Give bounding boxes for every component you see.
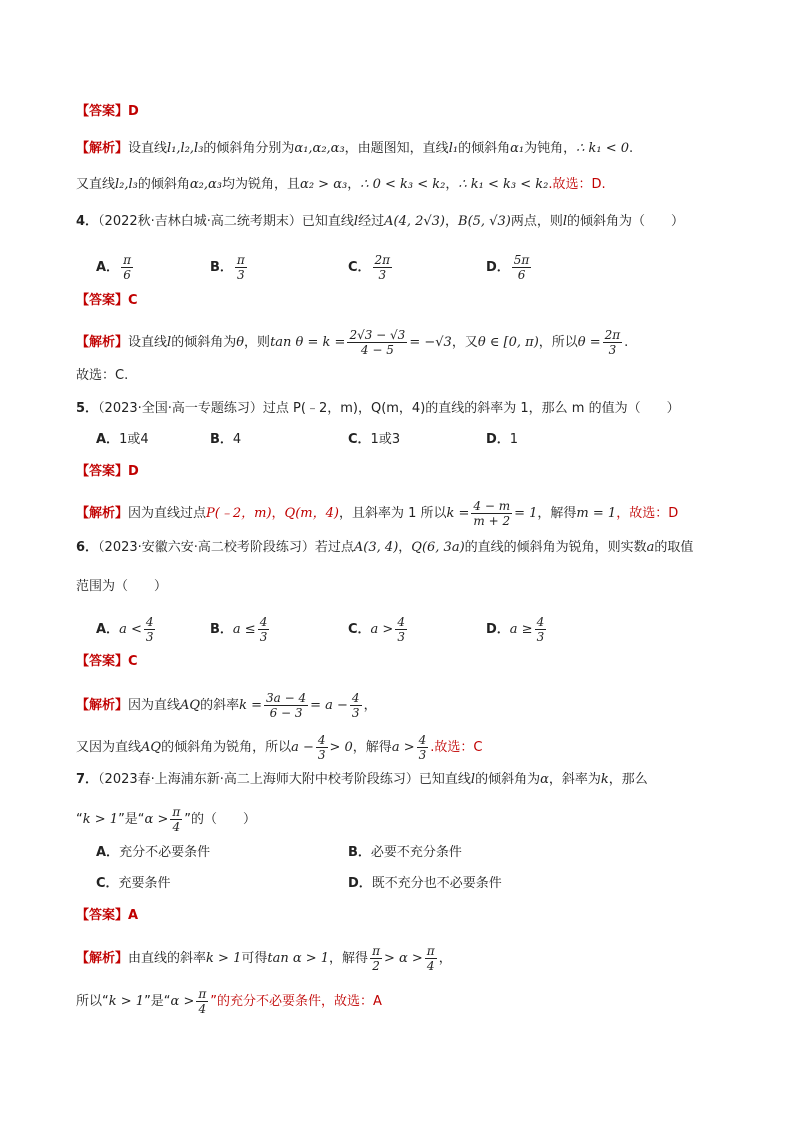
option-fraction: [144, 615, 156, 644]
math-mid: > α >: [383, 951, 423, 966]
option-label: A．: [96, 260, 120, 275]
frac-num: 2π: [374, 253, 391, 267]
frac-num: 2π: [604, 328, 621, 342]
option-label: B．: [348, 845, 371, 860]
answer-value: D: [128, 464, 139, 479]
math-acond: α >: [170, 994, 195, 1009]
question-text: “: [76, 812, 83, 827]
analysis-text: ，则: [244, 335, 271, 350]
option-label: C．: [348, 260, 371, 275]
frac-num: 5π: [513, 253, 530, 267]
option-relation: a ≤: [232, 622, 256, 637]
question-text: 的直线的倾斜角为锐角，则实数: [464, 540, 647, 555]
analysis-text: 的倾斜角分别为: [203, 141, 295, 156]
analysis-line-prev-2: [76, 175, 606, 195]
analysis-text: 因为直线: [128, 698, 181, 713]
analysis-text: 又因为直线: [76, 740, 142, 755]
math-fraction: [425, 944, 437, 973]
analysis-text: ，由题图知，直线: [344, 141, 449, 156]
question-text: 范围为（ ）: [76, 579, 168, 594]
analysis-text: ，且斜率为 1 所以: [338, 506, 447, 521]
analysis-text: 的倾斜角: [137, 177, 190, 192]
analysis-text: 故选：C.: [76, 368, 129, 383]
math-fraction: [471, 499, 512, 528]
analysis-text: 又直线: [76, 177, 116, 192]
frac-den: 2: [372, 959, 380, 973]
question-text: 经过: [358, 214, 385, 229]
answer-tag: 【答案】: [76, 293, 129, 308]
answer-tag: 【答案】: [76, 104, 129, 119]
math-l: l: [562, 214, 568, 229]
frac-num: 4: [317, 733, 326, 747]
math-l: l: [353, 214, 359, 229]
q6-answer: [76, 652, 138, 672]
math-kcond: k > 1: [108, 994, 145, 1009]
analysis-text: 均为锐角，且: [222, 177, 301, 192]
math-point-p: P(﹣2，m): [206, 506, 272, 521]
q6-option-d[interactable]: [486, 615, 548, 644]
question-text: 的倾斜角为: [475, 772, 541, 787]
math-angles: α₁,α₂,α₃: [294, 141, 345, 156]
answer-value: D: [128, 104, 139, 119]
question-text: ，那么: [608, 772, 648, 787]
q5-option-a[interactable]: [96, 430, 149, 450]
question-6-stem: [76, 538, 693, 558]
question-text: ，: [398, 540, 412, 555]
analysis-text: 为钝角，: [524, 141, 577, 156]
frac-num: π: [236, 253, 245, 267]
question-source: （2023春·上海浦东新·高二上海师大附中校考阶段练习）: [98, 772, 419, 787]
math-tan: tan θ = k =: [270, 335, 346, 350]
frac-num: 4: [397, 615, 405, 629]
math-aq: AQ: [180, 698, 201, 713]
frac-num: π: [198, 987, 207, 1001]
frac-num: 2√3 − √3: [349, 328, 406, 342]
analysis-choice: ，故选：D: [616, 506, 679, 521]
math-ineq: ∴ 0 < k₃ < k₂: [360, 177, 446, 192]
option-label: C．: [96, 876, 119, 891]
q4-option-b[interactable]: [210, 253, 249, 282]
q7-option-d[interactable]: [348, 874, 502, 894]
option-text: 1或3: [370, 432, 401, 447]
option-label: A．: [96, 845, 120, 860]
question-5-stem: [76, 399, 680, 419]
analysis-choice: .故选：C: [430, 740, 483, 755]
math-range: θ ∈ [0, π): [477, 335, 539, 350]
q4-answer: [76, 291, 138, 311]
math-ineq: ∴ k₁ < k₃ < k₂: [458, 177, 549, 192]
option-label: B．: [210, 260, 233, 275]
math-lines: l₁,l₂,l₃: [167, 141, 204, 156]
analysis-text: ，: [438, 951, 452, 966]
frac-num: π: [123, 253, 131, 267]
question-text: 过点 P(﹣2，m)，Q(m，4)的直线的斜率为 1，那么 m 的值为（ ）: [262, 401, 680, 416]
analysis-text: 所以“: [76, 994, 109, 1009]
math-k1: ∴ k₁ < 0: [576, 141, 630, 156]
q5-option-d[interactable]: [486, 430, 518, 450]
frac-num: π: [372, 944, 380, 958]
math-line1: l₁: [448, 141, 459, 156]
frac-den: 3: [418, 748, 427, 762]
q5-option-c[interactable]: [348, 430, 400, 450]
q6-option-a[interactable]: [96, 615, 157, 644]
math-theta: θ: [236, 335, 245, 350]
question-text: ”的（ ）: [184, 812, 256, 827]
math-fraction: [170, 805, 182, 834]
question-number: 7．: [76, 772, 99, 787]
q6-option-c[interactable]: [348, 615, 409, 644]
frac-num: 4: [536, 615, 545, 629]
analysis-text: ，解得: [537, 506, 577, 521]
answer-tag: 【答案】: [76, 908, 129, 923]
math-fraction: [196, 987, 208, 1016]
frac-den: 3: [378, 268, 387, 282]
option-label: A．: [96, 432, 120, 447]
analysis-choice: .故选：D.: [548, 177, 606, 192]
frac-den: 6: [123, 268, 131, 282]
option-label: B．: [210, 622, 233, 637]
math-alpha: α: [540, 772, 549, 787]
math-fraction: [350, 691, 362, 720]
frac-den: 4: [172, 820, 181, 834]
option-label: B．: [210, 432, 233, 447]
analysis-tag: 【解析】: [76, 506, 129, 521]
frac-num: 3a − 4: [266, 691, 307, 705]
analysis-text: 设直线: [128, 141, 168, 156]
math-point-a: A(3, 4): [353, 540, 399, 555]
q7-answer: [76, 906, 138, 926]
math-lines: l₂,l₃: [115, 177, 138, 192]
analysis-choice: ”的充分不必要条件，故选：A: [210, 994, 382, 1009]
math-fraction: [370, 944, 382, 973]
q7-option-a[interactable]: [96, 843, 210, 863]
math-fraction: [316, 733, 328, 762]
math-expr: a >: [391, 740, 415, 755]
q5-analysis: [76, 499, 678, 528]
math-eq: = −√3: [409, 335, 452, 350]
question-text: 已知直线: [418, 772, 471, 787]
math-point-q: Q(m，4): [284, 506, 339, 521]
q6-option-b[interactable]: [210, 615, 271, 644]
math-point-q: Q(6, 3a): [411, 540, 465, 555]
question-number: 6．: [76, 540, 99, 555]
math-l: l: [167, 335, 172, 350]
answer-line-prev: [76, 102, 139, 122]
math-angles: α₂,α₃: [189, 177, 223, 192]
math-compare: α₂ > α₃: [300, 177, 348, 192]
q7-option-c[interactable]: [96, 874, 171, 894]
math-alpha1: α₁: [510, 141, 525, 156]
frac-den: 3: [351, 706, 360, 720]
analysis-text: ，: [271, 506, 285, 521]
math-kcond: k > 1: [82, 812, 119, 827]
option-relation: a ≥: [509, 622, 533, 637]
q5-answer: [76, 462, 139, 482]
math-aq: AQ: [141, 740, 162, 755]
question-source: （2022秋·吉林白城·高二统考期末）: [98, 214, 302, 229]
frac-den: 3: [145, 630, 154, 644]
answer-tag: 【答案】: [76, 464, 129, 479]
analysis-text: ，解得: [329, 951, 369, 966]
frac-den: 3: [608, 343, 617, 357]
frac-den: 6 − 3: [269, 706, 303, 720]
math-l: l: [470, 772, 476, 787]
option-fraction: [512, 253, 532, 282]
analysis-text: .: [624, 335, 629, 350]
math-fraction: [347, 328, 407, 357]
question-text: 若过点: [314, 540, 354, 555]
analysis-text: ，: [363, 698, 377, 713]
option-label: A．: [96, 622, 120, 637]
option-label: D．: [486, 622, 510, 637]
question-text: ，: [445, 214, 459, 229]
analysis-tag: 【解析】: [76, 698, 129, 713]
option-text: 充要条件: [118, 876, 171, 891]
question-text: ”是“: [118, 812, 145, 827]
analysis-text: 的倾斜角: [458, 141, 511, 156]
analysis-text: 由直线的斜率: [128, 951, 207, 966]
option-label: D．: [348, 876, 372, 891]
frac-num: 4: [145, 615, 154, 629]
option-label: C．: [348, 432, 371, 447]
option-relation: a <: [119, 622, 142, 637]
frac-den: 6: [517, 268, 526, 282]
option-text: 1或4: [119, 432, 149, 447]
math-kcond: k > 1: [206, 951, 242, 966]
frac-num: 4 − m: [473, 499, 511, 513]
question-6-stem-2: [76, 577, 167, 597]
analysis-text: ”是“: [144, 994, 171, 1009]
q7-analysis-2: [76, 987, 382, 1016]
frac-den: 3: [259, 630, 268, 644]
analysis-tag: 【解析】: [76, 335, 129, 350]
math-fraction: [603, 328, 623, 357]
analysis-text: 设直线: [128, 335, 168, 350]
frac-den: m + 2: [473, 514, 511, 528]
analysis-text: ，解得: [352, 740, 392, 755]
option-fraction: [258, 615, 270, 644]
analysis-text: ，所以: [538, 335, 578, 350]
math-eq: = 1: [514, 506, 538, 521]
question-7-stem-2: [76, 805, 256, 834]
question-text: ，斜率为: [548, 772, 601, 787]
frac-den: 4 − 5: [360, 343, 394, 357]
analysis-text: ，: [445, 177, 459, 192]
option-label: D．: [486, 432, 510, 447]
option-fraction: [373, 253, 393, 282]
question-text: 的倾斜角为（ ）: [567, 214, 685, 229]
option-fraction: [121, 253, 133, 282]
math-result: θ =: [577, 335, 601, 350]
frac-den: 4: [426, 959, 435, 973]
q4-analysis-2: [76, 366, 128, 386]
math-fraction: [417, 733, 429, 762]
frac-den: 3: [317, 748, 326, 762]
math-expr: > 0: [329, 740, 353, 755]
answer-value: A: [128, 908, 139, 923]
option-label: D．: [486, 260, 510, 275]
math-k: k =: [446, 506, 470, 521]
analysis-tag: 【解析】: [76, 951, 129, 966]
option-relation: a >: [370, 622, 394, 637]
frac-num: π: [172, 805, 181, 819]
frac-den: 3: [237, 268, 245, 282]
q7-option-b[interactable]: [348, 843, 462, 863]
q7-analysis-1: [76, 944, 452, 973]
option-fraction: [395, 615, 407, 644]
analysis-text: .: [629, 141, 634, 156]
frac-den: 3: [536, 630, 545, 644]
option-text: 4: [232, 432, 242, 447]
option-text: 必要不充分条件: [370, 845, 462, 860]
math-point-b: B(5, √3): [458, 214, 511, 229]
analysis-text: 可得: [241, 951, 268, 966]
option-text: 1: [509, 432, 519, 447]
option-text: 充分不必要条件: [119, 845, 211, 860]
analysis-text: ，: [347, 177, 361, 192]
question-7-stem: [76, 770, 648, 790]
question-4-stem: [76, 212, 684, 232]
q4-option-a[interactable]: [96, 253, 135, 282]
question-text: 的取值: [654, 540, 694, 555]
math-point-a: A(4, 2√3): [384, 214, 446, 229]
answer-value: C: [128, 293, 138, 308]
option-label: C．: [348, 622, 371, 637]
question-source: （2023·安徽六安·高二校考阶段练习）: [98, 540, 315, 555]
frac-num: 4: [259, 615, 268, 629]
math-a: a: [646, 540, 655, 555]
math-tan: tan α > 1: [267, 951, 330, 966]
q4-analysis-1: [76, 328, 628, 357]
analysis-text: 的倾斜角为: [171, 335, 237, 350]
q6-analysis-2: [76, 733, 482, 762]
frac-den: 4: [198, 1002, 207, 1016]
option-fraction: [235, 253, 247, 282]
question-source: （2023·全国·高一专题练习）: [98, 401, 263, 416]
math-k: k: [600, 772, 609, 787]
question-number: 5．: [76, 401, 99, 416]
math-m: m = 1: [576, 506, 617, 521]
math-expr: a −: [291, 740, 314, 755]
question-text: 已知直线: [301, 214, 354, 229]
frac-num: 4: [418, 733, 427, 747]
q5-option-b[interactable]: [210, 430, 241, 450]
math-acond: α >: [144, 812, 169, 827]
question-text: 两点，则: [510, 214, 563, 229]
math-fraction: [264, 691, 308, 720]
frac-den: 3: [397, 630, 405, 644]
q4-option-d[interactable]: [486, 253, 533, 282]
option-fraction: [535, 615, 547, 644]
q4-option-c[interactable]: [348, 253, 394, 282]
math-k: k =: [239, 698, 262, 713]
analysis-text: 因为直线过点: [128, 506, 207, 521]
frac-num: 4: [351, 691, 360, 705]
analysis-tag: 【解析】: [76, 141, 129, 156]
analysis-text: ，又: [451, 335, 478, 350]
analysis-line-prev-1: [76, 139, 633, 159]
frac-num: π: [426, 944, 435, 958]
option-text: 既不充分也不必要条件: [371, 876, 502, 891]
q6-analysis-1: [76, 691, 377, 720]
math-eq: = a −: [310, 698, 348, 713]
question-number: 4．: [76, 214, 99, 229]
analysis-text: 的斜率: [200, 698, 240, 713]
analysis-text: 的倾斜角为锐角，所以: [161, 740, 292, 755]
answer-value: C: [128, 654, 138, 669]
answer-tag: 【答案】: [76, 654, 129, 669]
